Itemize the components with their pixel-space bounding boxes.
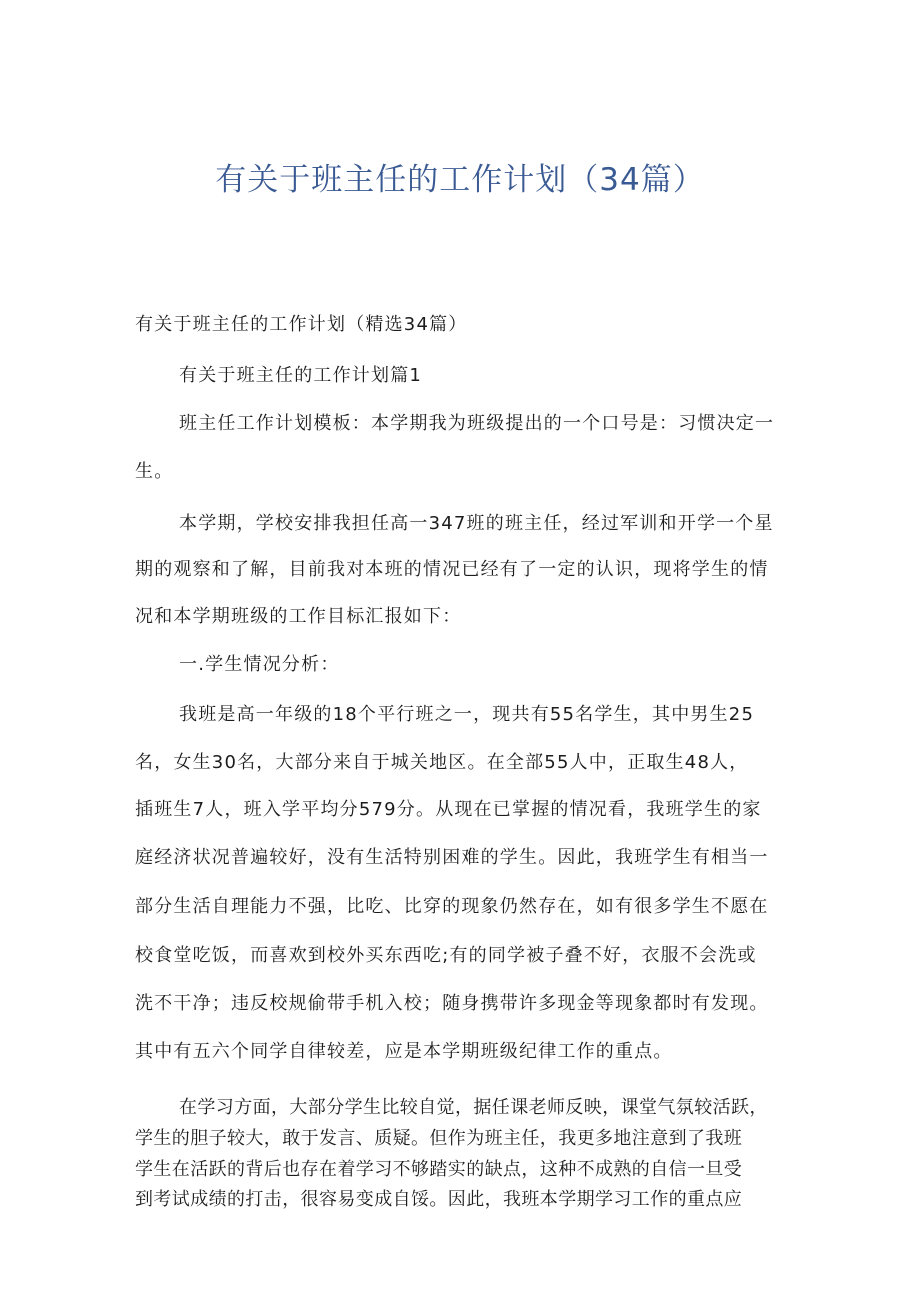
paragraph-line: 插班生7人，班入学平均分579分。从现在已掌握的情况看，我班学生的家 [135,799,762,820]
paragraph-line: 名，女生30名，大部分来自于城关地区。在全部55人中，正取生48人， [135,752,749,773]
paragraph-line: 洗不干净；违反校规偷带手机入校；随身携带许多现金等现象都时有发现。 [135,993,769,1014]
paragraph-line: 一.学生情况分析： [179,654,340,675]
section-heading: 有关于班主任的工作计划篇1 [179,365,423,386]
paragraph-line: 班主任工作计划模板：本学期我为班级提出的一个口号是：习惯决定一 [179,413,775,434]
document-subtitle: 有关于班主任的工作计划（精选34篇） [135,314,468,335]
paragraph-line: 其中有五六个同学自律较差，应是本学期班级纪律工作的重点。 [135,1041,673,1062]
paragraph-line: 校食堂吃饭，而喜欢到校外买东西吃;有的同学被子叠不好，衣服不会洗或 [135,945,757,966]
paragraph-line: 学生在活跃的背后也存在着学习不够踏实的缺点，这种不成熟的自信一旦受 [135,1159,743,1180]
paragraph-line: 到考试成绩的打击，很容易变成自馁。因此，我班本学期学习工作的重点应 [135,1189,743,1210]
paragraph-line: 本学期，学校安排我担任高一347班的班主任，经过军训和开学一个星 [179,513,774,534]
paragraph-line: 部分生活自理能力不强，比吃、比穿的现象仍然存在，如有很多学生不愿在 [135,896,769,917]
document-title: 有关于班主任的工作计划（34篇） [215,162,705,198]
paragraph-line: 我班是高一年级的18个平行班之一，现共有55名学生，其中男生25 [179,704,755,725]
paragraph-line: 期的观察和了解，目前我对本班的情况已经有了一定的认识，现将学生的情 [135,559,769,580]
paragraph-line: 生。 [135,461,174,482]
paragraph-line: 况和本学期班级的工作目标汇报如下： [135,606,462,627]
paragraph-line: 学生的胆子较大，敢于发言、质疑。但作为班主任，我更多地注意到了我班 [135,1128,743,1149]
paragraph-line: 庭经济状况普遍较好，没有生活特别困难的学生。因此，我班学生有相当一 [135,847,769,868]
paragraph-line: 在学习方面，大部分学生比较自觉，据任课老师反映，课堂气氛较活跃， [179,1097,768,1118]
